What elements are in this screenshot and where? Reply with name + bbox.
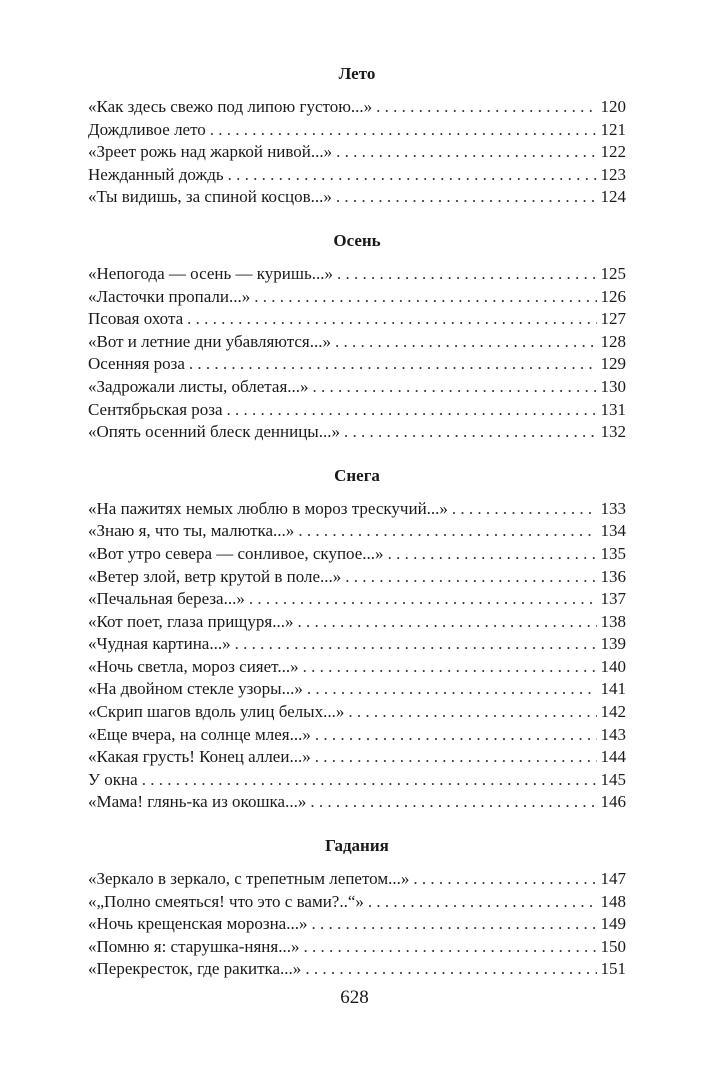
entry-page: 130 [600,376,626,396]
toc-entry[interactable] [88,701,626,724]
dot-leader [189,353,597,376]
dot-leader [344,421,597,444]
dot-leader [348,701,596,724]
dot-leader [187,308,596,331]
entry-page: 141 [600,679,626,699]
toc-entry[interactable] [88,96,626,119]
entry-page: 139 [600,634,626,654]
dot-leader [298,520,596,543]
toc-entry[interactable] [88,421,626,444]
section-spacer [88,814,626,836]
dot-leader [452,498,597,521]
entry-page: 136 [600,566,626,586]
entry-page: 129 [600,354,626,374]
toc-entry[interactable] [88,791,626,814]
toc-entry[interactable] [88,588,626,611]
entry-title: «Задрожали листы, облетая...» [88,376,309,396]
dot-leader [228,164,597,187]
toc-entry[interactable] [88,746,626,769]
entry-page: 150 [600,936,626,956]
toc-entry[interactable] [88,936,626,959]
section-osen [88,231,626,444]
section-title: Гадания [325,836,389,856]
entry-page: 121 [600,119,626,139]
entry-title: «Ночь светла, мороз сияет...» [88,656,299,676]
toc-entry[interactable] [88,186,626,209]
toc-entry[interactable] [88,913,626,936]
dot-leader [388,543,597,566]
dot-leader [303,936,596,959]
section-snega [88,466,626,814]
entry-page: 126 [600,286,626,306]
entry-page: 125 [600,263,626,283]
entry-title: «Ты видишь, за спиной косцов...» [88,187,332,207]
dot-leader [311,913,596,936]
entry-page: 122 [600,142,626,162]
entry-list [88,263,626,444]
dot-leader [335,331,597,354]
entry-title: «Вот и летние дни убавляются...» [88,331,331,351]
toc-entry[interactable] [88,399,626,422]
dot-leader [249,588,597,611]
entry-page: 140 [600,656,626,676]
dot-leader [345,566,596,589]
toc-entry[interactable] [88,520,626,543]
dot-leader [307,678,597,701]
entry-page: 123 [600,164,626,184]
toc-entry[interactable] [88,769,626,792]
entry-page: 120 [600,97,626,116]
entry-page: 133 [600,498,626,518]
toc-entry[interactable] [88,308,626,331]
entry-page: 138 [600,611,626,631]
entry-page: 147 [600,869,626,889]
toc-entry[interactable] [88,498,626,521]
entry-page: 131 [600,399,626,419]
dot-leader [305,958,596,981]
entry-title: «Помню я: старушка-няня...» [88,936,300,956]
entry-title: «Ночь крещенская морозна...» [88,914,308,934]
dot-leader [303,656,597,679]
toc-entry[interactable] [88,958,626,981]
toc-entry[interactable] [88,119,626,142]
entry-title: У окна [88,769,138,789]
toc-entry[interactable] [88,724,626,747]
entry-list [88,498,626,814]
dot-leader [376,96,596,119]
dot-leader [310,791,596,814]
dot-leader [297,611,596,634]
dot-leader [235,633,597,656]
section-title: Снега [334,465,380,485]
entry-list [88,96,626,209]
entry-title: «Знаю я, что ты, малютка...» [88,521,295,541]
dot-leader [413,868,596,891]
entry-title: «Скрип шагов вдоль улиц белых...» [88,702,345,722]
page-number: 628 [340,987,369,1008]
section-title: Осень [333,230,381,250]
toc-entry[interactable] [88,566,626,589]
entry-page: 142 [600,702,626,722]
toc-entry[interactable] [88,868,626,891]
entry-page: 148 [600,891,626,911]
entry-page: 144 [600,747,626,767]
entry-page: 134 [600,521,626,541]
dot-leader [337,263,597,286]
section-spacer [88,209,626,231]
entry-title: Псовая охота [88,309,184,329]
entry-page: 146 [600,792,626,812]
entry-title: «На пажитях немых люблю в мороз трескучий...» [88,498,448,518]
entry-title: Нежданный дождь [88,164,224,184]
entry-title: Сентябрьская роза [88,399,223,419]
entry-title: «Перекресток, где ракитка...» [88,959,302,979]
section-gadaniya [88,836,626,981]
toc-entry[interactable] [88,353,626,376]
dot-leader [315,724,597,747]
entry-title: «На двойном стекле узоры...» [88,679,303,699]
entry-list [88,868,626,981]
toc-entry[interactable] [88,263,626,286]
entry-title: «Зеркало в зеркало, с трепетным лепетом...» [88,869,410,889]
dot-leader [254,286,596,309]
section-spacer [88,444,626,466]
section-title: Лето [338,64,376,83]
entry-title: «Опять осенний блеск денницы...» [88,422,340,442]
entry-page: 135 [600,543,626,563]
dot-leader [336,186,597,209]
dot-leader [210,119,597,142]
entry-page: 151 [600,959,626,979]
toc-entry[interactable] [88,286,626,309]
dot-leader [368,891,597,914]
toc-entry[interactable] [88,164,626,187]
entry-title: «Чудная картина...» [88,634,231,654]
entry-title: «Зреет рожь над жаркой нивой...» [88,142,333,162]
dot-leader [227,399,597,422]
entry-title: «Ветер злой, ветр крутой в поле...» [88,566,342,586]
table-of-contents [88,64,626,981]
toc-entry[interactable] [88,376,626,399]
entry-title: «Какая грусть! Конец аллеи...» [88,747,311,767]
toc-entry[interactable] [88,656,626,679]
entry-page: 124 [600,187,626,207]
entry-title: Осенняя роза [88,354,185,374]
section-leto [88,64,626,209]
entry-title: «„Полно смеяться! что это с вами?..“» [88,891,364,911]
entry-title: «Как здесь свежо под липою густою...» [88,97,373,116]
toc-entry[interactable] [88,331,626,354]
toc-entry[interactable] [88,543,626,566]
entry-page: 127 [600,309,626,329]
entry-page: 128 [600,331,626,351]
toc-entry[interactable] [88,611,626,634]
entry-title: «Печальная береза...» [88,589,245,609]
entry-title: «Еще вчера, на солнце млея...» [88,724,311,744]
toc-entry[interactable] [88,633,626,656]
toc-entry[interactable] [88,891,626,914]
entry-page: 149 [600,914,626,934]
toc-entry[interactable] [88,141,626,164]
toc-entry[interactable] [88,678,626,701]
entry-title: «Кот поет, глаза прищуря...» [88,611,294,631]
dot-leader [142,769,597,792]
entry-title: Дождливое лето [88,119,206,139]
entry-title: «Вот утро севера — сонливое, скупое...» [88,543,384,563]
dot-leader [336,141,596,164]
entry-title: «Ласточки пропали...» [88,286,251,306]
entry-title: «Непогода — осень — куришь...» [88,263,333,283]
entry-page: 143 [600,724,626,744]
entry-page: 145 [600,769,626,789]
dot-leader [313,376,597,399]
entry-title: «Мама! глянь-ка из окошка...» [88,792,307,812]
entry-page: 137 [600,589,626,609]
entry-page: 132 [600,422,626,442]
dot-leader [315,746,597,769]
